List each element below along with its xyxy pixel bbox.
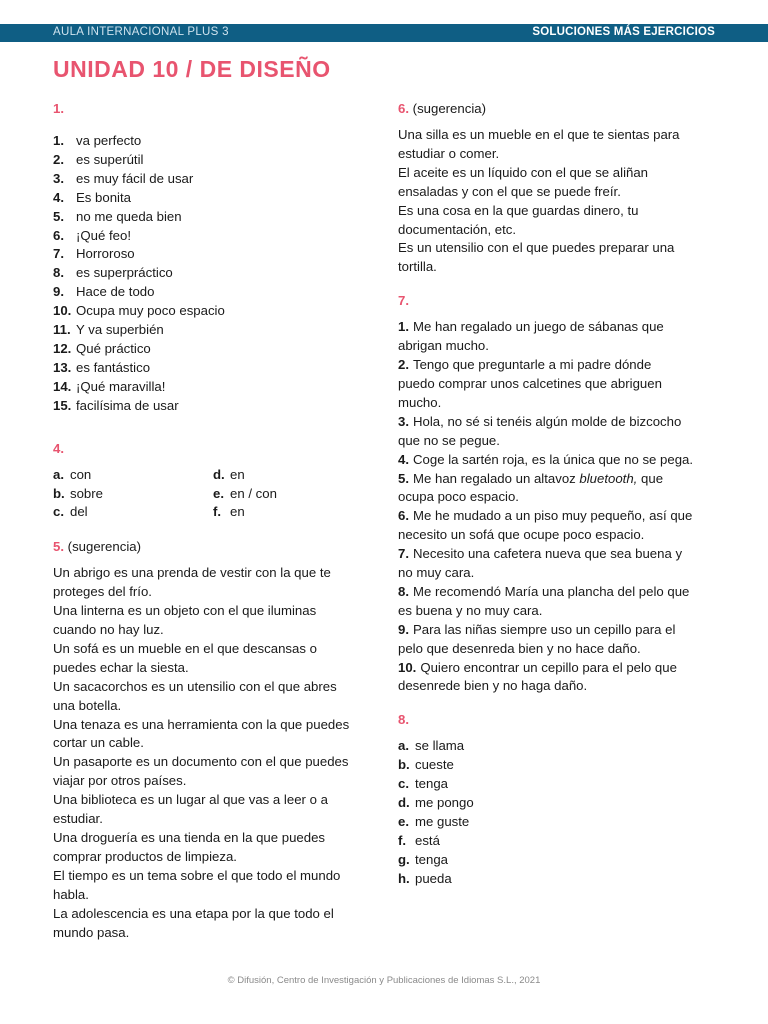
list-item: 12. Qué práctico [53, 340, 151, 356]
right-column [398, 100, 718, 889]
list-item: a. con [53, 466, 92, 482]
list-item: 5. no me queda bien [53, 208, 182, 224]
list-item: 6. Me he mudado a un piso muy pequeño, así que necesito un sofá que ocupe poco espacio. [398, 508, 693, 543]
exercise-1-list [53, 132, 373, 416]
list-item: a. se llama [398, 738, 465, 754]
list-item: 1. va perfecto [53, 133, 142, 148]
list-item: 4. Coge la sartén roja, es la única que no se pega. [398, 451, 694, 467]
list-item: 2. es superútil [53, 151, 144, 167]
list-item: 7. Horroroso [53, 246, 135, 262]
left-column [53, 100, 373, 942]
exercise-8-heading: 8. [398, 712, 409, 728]
list-item: h. pueda [398, 870, 452, 886]
exercise-4-heading: 4. [53, 440, 64, 456]
list-item: 8. Me recomendó María una plancha del pelo que es buena y no muy cara. [398, 583, 690, 618]
list-item: 3. Hola, no sé si tenéis algún molde de bizcocho que no se pegue. [398, 413, 682, 448]
list-item: b. cueste [398, 757, 454, 773]
exercise-7-list [398, 318, 718, 696]
exercise-6-heading: 6. (sugerencia) [398, 101, 486, 116]
list-item: 10. Quiero encontrar un cepillo para el pelo que desenrede bien y no haga daño. [398, 659, 677, 694]
exercise-5-heading: 5. (sugerencia) [53, 539, 141, 555]
header-bar [0, 24, 768, 42]
list-item: 13. es fantástico [53, 359, 151, 375]
list-item: 15. facilísima de usar [53, 397, 179, 413]
list-item: 9. Hace de todo [53, 284, 155, 300]
exercise-1-heading: 1. [53, 101, 64, 116]
list-item: d. en [213, 466, 245, 482]
list-item: 14. ¡Qué maravilla! [53, 378, 166, 394]
list-item: 8. es superpráctico [53, 265, 173, 281]
list-item: f. en [213, 504, 245, 520]
list-item: g. tenga [398, 851, 449, 867]
list-item: 9. Para las niñas siempre uso un cepillo para el pelo que desenreda bien y no hace daño. [398, 621, 676, 656]
copyright-footer: © Difusión, Centro de Investigación y Publicaciones de Idiomas S.L., 2021 [227, 975, 541, 986]
list-item: 2. Tengo que preguntarle a mi padre dónde puedo comprar unos calcetines que abriguen mucho. [398, 357, 662, 410]
list-item: 5. Me han regalado un altavoz bluetooth, que ocupa poco espacio. [398, 470, 664, 505]
list-item: b. sobre [53, 485, 103, 501]
exercise-8-list [398, 737, 718, 888]
list-item: c. del [53, 504, 88, 520]
book-title: AULA INTERNACIONAL PLUS 3 [53, 26, 229, 38]
list-item: 1. Me han regalado un juego de sábanas que abrigan mucho. [398, 319, 664, 354]
exercise-7-heading: 7. [398, 293, 409, 309]
list-item: c. tenga [398, 776, 449, 792]
list-item: 10. Ocupa muy poco espacio [53, 303, 225, 319]
list-item: 6. ¡Qué feo! [53, 227, 131, 243]
exercise-4-list [53, 466, 373, 523]
list-item: d. me pongo [398, 795, 474, 811]
list-item: e. me guste [398, 814, 470, 829]
list-item: 7. Necesito una cafetera nueva que sea buena y no muy cara. [398, 546, 683, 581]
list-item: f. está [398, 832, 440, 848]
exercise-5-text: Un abrigo es una prenda de vestir con la que te proteges del frío. Una linterna es un objeto con el que iluminas cuando no hay luz. Un sofá es un mueble en el que descansas o puedes echar la siesta. Un sacacorchos es un utensilio con el que abres una botella. Una tenaza es una herramienta con la que puedes cortar un cable. Un pasaporte es un documento con el que puedes viajar por otros países. Una biblioteca es un lugar al que vas a leer o a estudiar. Una droguería es una tienda en la que puedes comprar productos de limpieza. El tiempo es un tema sobre el que todo el mundo habla. La adolescencia es una etapa por la que todo el mundo pasa. [53, 565, 350, 940]
section-title: SOLUCIONES MÁS EJERCICIOS [532, 26, 715, 38]
list-item: 11. Y va superbién [53, 322, 164, 338]
list-item: e. en / con [213, 485, 277, 501]
list-item: 4. Es bonita [53, 189, 131, 205]
exercise-6-text: Una silla es un mueble en el que te sientas para estudiar o comer. El aceite es un líquido con el que se aliñan ensaladas y con el que se puede freír. Es una cosa en la que guardas dinero, tu documentación, etc. Es un utensilio con el que puedes preparar una tortilla. [398, 127, 680, 275]
page-title: UNIDAD 10 / DE DISEÑO [53, 56, 331, 82]
list-item: 3. es muy fácil de usar [53, 170, 194, 186]
